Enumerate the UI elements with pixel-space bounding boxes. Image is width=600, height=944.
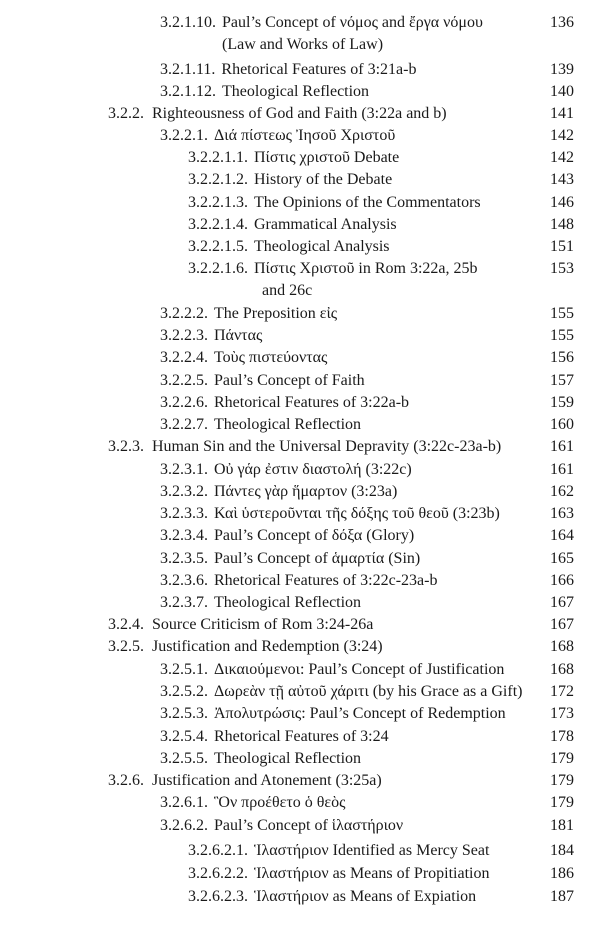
entry-title: Πίστις Χριστοῦ in Rom 3:22a, 25b [254,260,478,277]
entry-title: Πίστις χριστοῦ Debate [254,149,400,166]
entry-number: 3.2.6.2.1. [188,842,248,859]
entry-number: 3.2.2.1.6. [188,260,248,277]
entry-number: 3.2.1.12. [160,83,216,100]
toc-entry [160,59,416,81]
entry-number: 3.2.2.1.4. [188,216,248,233]
entry-page: 178 [550,728,574,745]
entry-title: History of the Debate [254,171,393,188]
entry-page: 161 [550,438,574,455]
entry-page: 159 [550,394,574,411]
toc-entry [160,703,506,725]
entry-number: 3.2.5.2. [160,683,208,700]
entry-number: 3.2.2.1.2. [188,171,248,188]
entry-page: 163 [550,505,574,522]
entry-page: 136 [550,14,574,31]
entry-title: Rhetorical Features of 3:22a-b [214,394,410,411]
toc-entry [160,592,361,614]
entry-number: 3.2.2.3. [160,327,208,344]
entry-number: 3.2.2. [108,105,144,122]
entry-page: 172 [550,683,574,700]
toc-entry [160,459,412,481]
toc-entry [160,481,397,503]
entry-page: 179 [550,772,574,789]
toc-entry [108,436,501,458]
entry-number: 3.2.3.3. [160,505,208,522]
entry-page: 179 [550,750,574,767]
entry-page: 179 [550,794,574,811]
entry-title: Ἱλαστήριον as Means of Propitiation [254,865,490,882]
entry-number: 3.2.2.1. [160,127,208,144]
entry-title: Theological Analysis [254,238,390,255]
toc-entry [160,748,361,770]
entry-title: Rhetorical Features of 3:22c-23a-b [214,572,438,589]
toc-entry [160,414,361,436]
entry-title: Grammatical Analysis [254,216,397,233]
entry-page: 167 [550,594,574,611]
entry-title: Δωρεὰν τῇ αὐτοῦ χάριτι (by his Grace as a Gift) [214,683,523,700]
entry-title: Ἀπολυτρώσις: Paul’s Concept of Redemption [214,705,506,722]
entry-title: Πάντας [214,327,263,344]
toc-entry [188,214,397,236]
entry-page: 173 [550,705,574,722]
toc-entry [188,147,399,169]
entry-number: 3.2.3.2. [160,483,208,500]
entry-number: 3.2.6.1. [160,794,208,811]
toc-entry [188,258,477,280]
entry-title: Paul’s Concept of ἁμαρτία (Sin) [214,550,421,567]
entry-title: Theological Reflection [214,416,362,433]
toc-entry [160,503,500,525]
entry-page: 142 [550,127,574,144]
entry-number: 3.2.4. [108,616,144,633]
entry-number: 3.2.2.7. [160,416,208,433]
toc-entry [160,392,409,414]
entry-title: Rhetorical Features of 3:21a-b [221,61,417,78]
entry-number: 3.2.2.1.5. [188,238,248,255]
entry-number: 3.2.2.1.3. [188,194,248,211]
toc-entry [160,726,389,748]
entry-page: 168 [550,638,574,655]
entry-title: Paul’s Concept of δόξα (Glory) [214,527,415,544]
toc-entry [108,614,373,636]
entry-page: 141 [550,105,574,122]
toc-entry [108,636,383,658]
entry-title: Ἱλαστήριον Identified as Mercy Seat [254,842,490,859]
toc-entry [160,681,522,703]
entry-number: 3.2.2.4. [160,349,208,366]
entry-page: 165 [550,550,574,567]
entry-page: 142 [550,149,574,166]
entry-number: 3.2.2.6. [160,394,208,411]
entry-number: 3.2.2.2. [160,305,208,322]
entry-number: 3.2.3.5. [160,550,208,567]
entry-number: 3.2.3.7. [160,594,208,611]
entry-title: Καὶ ὑστεροῦνται τῆς δόξης τοῦ θεοῦ (3:23b) [214,505,500,522]
toc-entry [160,659,504,681]
entry-page: 162 [550,483,574,500]
toc-entry [160,570,437,592]
entry-number: 3.2.5.3. [160,705,208,722]
entry-page: 164 [550,527,574,544]
entry-page: 148 [550,216,574,233]
entry-title: Justification and Redemption (3:24) [152,638,383,655]
entry-title: Rhetorical Features of 3:24 [214,728,389,745]
entry-title-continuation: (Law and Works of Law) [222,36,384,53]
toc-entry [160,525,414,547]
toc-entry [188,840,489,862]
entry-page: 155 [550,305,574,322]
toc-entry [160,792,345,814]
toc-entry [160,325,262,347]
entry-number: 3.2.2.1.1. [188,149,248,166]
entry-number: 3.2.6.2.3. [188,888,248,905]
entry-page: 146 [550,194,574,211]
entry-number: 3.2.5.1. [160,661,208,678]
entry-page: 184 [550,842,574,859]
entry-page: 156 [550,349,574,366]
entry-number: 3.2.5.4. [160,728,208,745]
entry-title: Paul’s Concept of νόμος and ἔργα νόμου [222,14,483,31]
toc-entry [188,192,481,214]
entry-page: 157 [550,372,574,389]
entry-number: 3.2.1.10. [160,14,216,31]
entry-title: Ὃν προέθετο ὁ θεὸς [214,794,346,811]
entry-title-continuation: and 26c [262,282,313,299]
toc-entry [160,370,365,392]
entry-number: 3.2.3.4. [160,527,208,544]
entry-title: Theological Reflection [214,594,362,611]
entry-title: Διά πίστεως Ἰησοῦ Χριστοῦ [214,127,396,144]
entry-title: Human Sin and the Universal Depravity (3:22c-23a-b) [152,438,502,455]
entry-title: Justification and Atonement (3:25a) [152,772,382,789]
toc-entry [108,103,447,125]
toc-entry [160,347,327,369]
toc-entry [160,125,395,147]
entry-number: 3.2.6.2.2. [188,865,248,882]
entry-page: 143 [550,171,574,188]
entry-title: Ἱλαστήριον as Means of Expiation [254,888,477,905]
toc-entry [188,886,476,908]
entry-number: 3.2.3.6. [160,572,208,589]
entry-number: 3.2.6.2. [160,817,208,834]
entry-page: 186 [550,865,574,882]
entry-number: 3.2.3.1. [160,461,208,478]
entry-number: 3.2.6. [108,772,144,789]
entry-number: 3.2.5. [108,638,144,655]
entry-title: Source Criticism of Rom 3:24-26a [152,616,374,633]
entry-title: Theological Reflection [222,83,370,100]
entry-number: 3.2.2.5. [160,372,208,389]
entry-number: 3.2.5.5. [160,750,208,767]
entry-title: Πάντες γὰρ ἥμαρτον (3:23a) [214,483,398,500]
toc-entry [160,81,369,103]
toc-entry [160,12,483,34]
entry-page: 160 [550,416,574,433]
toc-entry [188,236,390,258]
entry-page: 166 [550,572,574,589]
entry-title: The Preposition εἰς [214,305,338,322]
entry-number: 3.2.1.11. [160,61,216,78]
entry-page: 161 [550,461,574,478]
entry-title: Righteousness of God and Faith (3:22a and b) [152,105,447,122]
entry-page: 140 [550,83,574,100]
toc-entry [188,169,392,191]
entry-page: 167 [550,616,574,633]
entry-title: Paul’s Concept of ἱλαστήριον [214,817,404,834]
toc-entry [108,770,382,792]
entry-page: 139 [550,61,574,78]
entry-number: 3.2.3. [108,438,144,455]
entry-page: 181 [550,817,574,834]
entry-page: 187 [550,888,574,905]
entry-title: Τοὺς πιστεύοντας [214,349,328,366]
entry-title: Paul’s Concept of Faith [214,372,365,389]
entry-page: 168 [550,661,574,678]
entry-page: 153 [550,260,574,277]
entry-page: 155 [550,327,574,344]
entry-title: Theological Reflection [214,750,362,767]
toc-entry [160,303,337,325]
entry-title: Οὐ γάρ ἐστιν διαστολή (3:22c) [214,461,412,478]
entry-title: The Opinions of the Commentators [254,194,481,211]
toc-entry [160,548,420,570]
entry-title: Δικαιούμενοι: Paul’s Concept of Justification [214,661,505,678]
toc-entry [188,863,489,885]
entry-page: 151 [550,238,574,255]
toc-entry [160,815,403,837]
